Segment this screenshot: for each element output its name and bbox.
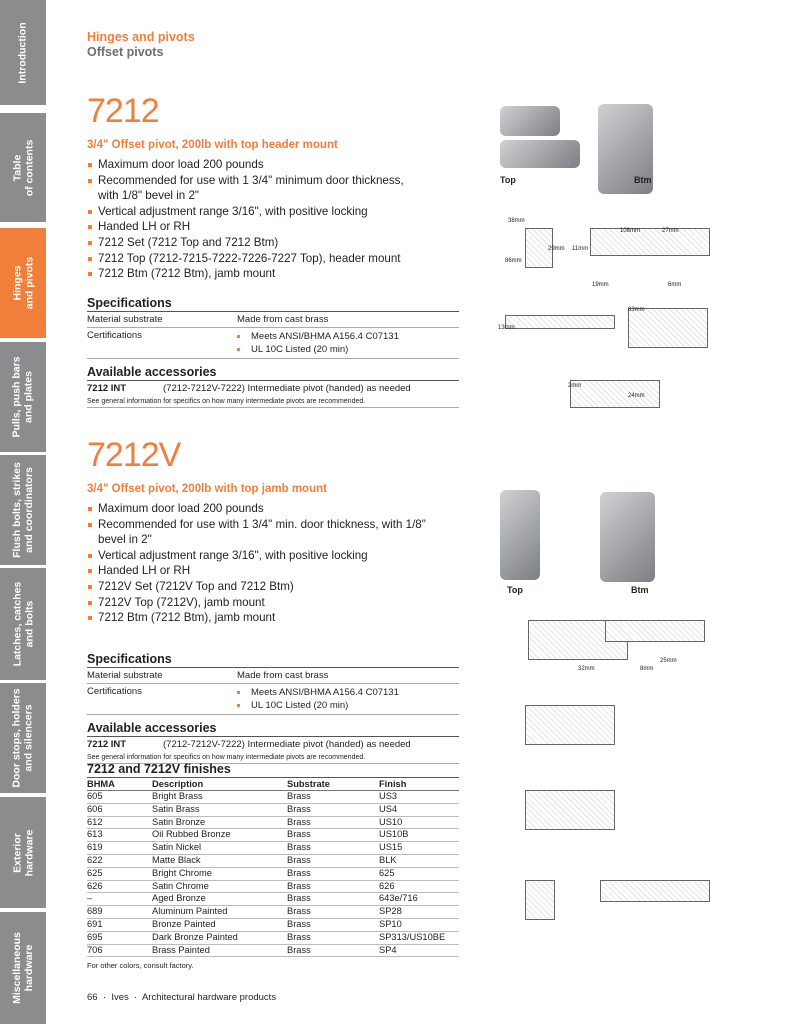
dimension-label: 8mm bbox=[640, 666, 654, 672]
feature-item: 7212 Btm (7212 Btm), jamb mount bbox=[87, 610, 427, 626]
spec-label: Certifications bbox=[87, 685, 142, 697]
spec-label: Material substrate bbox=[87, 669, 163, 681]
table-cell: 625 bbox=[87, 867, 152, 880]
feature-item: Vertical adjustment range 3/16", with positive locking bbox=[87, 548, 427, 564]
table-cell: Matte Black bbox=[152, 854, 287, 867]
feature-item: Handed LH or RH bbox=[87, 563, 427, 579]
sidebar-tab[interactable] bbox=[0, 683, 46, 793]
accessory-desc: (7212-7212V-7222) Intermediate pivot (handed) as needed bbox=[163, 382, 411, 394]
specs-title: Specifications bbox=[87, 296, 459, 312]
spec-row bbox=[87, 668, 459, 684]
table-cell: Satin Bronze bbox=[152, 816, 287, 829]
table-cell: 691 bbox=[87, 918, 152, 931]
diagram bbox=[525, 880, 555, 920]
footer: 66 · Ives · Architectural hardware products bbox=[87, 992, 277, 1003]
table-row bbox=[87, 842, 459, 855]
accessories-title: Available accessories bbox=[87, 365, 459, 381]
dimension-label: 11mm bbox=[572, 246, 589, 252]
table-cell: Satin Chrome bbox=[152, 880, 287, 893]
cert-item: Meets ANSI/BHMA A156.4 C07131 bbox=[237, 330, 399, 343]
table-cell: Brass bbox=[287, 791, 379, 804]
diagram bbox=[505, 315, 615, 329]
accessories-title: Available accessories bbox=[87, 721, 459, 737]
table-cell: 613 bbox=[87, 829, 152, 842]
table-cell: Brass bbox=[287, 944, 379, 957]
product-7212 bbox=[87, 92, 459, 408]
table-row bbox=[87, 803, 459, 816]
sidebar-tab[interactable] bbox=[0, 912, 46, 1024]
table-cell: 606 bbox=[87, 803, 152, 816]
feature-list bbox=[87, 501, 427, 626]
column-header: Finish bbox=[379, 778, 459, 791]
dimension-label: 13mm bbox=[498, 325, 515, 331]
feature-item: Maximum door load 200 pounds bbox=[87, 157, 427, 173]
finishes-title: 7212 and 7212V finishes bbox=[87, 762, 459, 778]
table-cell: Brass bbox=[287, 829, 379, 842]
dimension-label: 6mm bbox=[668, 282, 682, 288]
product-7212v bbox=[87, 436, 459, 764]
sidebar-tab-label: Latches, catches and bolts bbox=[11, 581, 36, 667]
feature-item: Recommended for use with 1 3/4" min. door thickness, with 1/8" bevel in 2" bbox=[87, 517, 427, 548]
table-cell: Brass bbox=[287, 842, 379, 855]
table-row bbox=[87, 829, 459, 842]
table-cell: Brass bbox=[287, 816, 379, 829]
finishes-section bbox=[87, 762, 459, 970]
dimension-label: 2mm bbox=[568, 383, 582, 389]
table-row bbox=[87, 944, 459, 957]
feature-item: Recommended for use with 1 3/4" minimum door thickness, with 1/8" bevel in 2" bbox=[87, 173, 427, 204]
table-cell: US10B bbox=[379, 829, 459, 842]
pivot-top-image bbox=[500, 106, 560, 136]
table-cell: 605 bbox=[87, 791, 152, 804]
accessory-note: See general information for specifics on how many intermediate pivots are recommended. bbox=[87, 396, 459, 408]
dimension-label: 19mm bbox=[592, 282, 609, 288]
table-cell: Brass bbox=[287, 803, 379, 816]
column-header: Substrate bbox=[287, 778, 379, 791]
table-row bbox=[87, 880, 459, 893]
dimension-label: 38mm bbox=[508, 218, 525, 224]
cert-item: Meets ANSI/BHMA A156.4 C07131 bbox=[237, 686, 399, 699]
spec-row bbox=[87, 328, 459, 359]
table-row bbox=[87, 854, 459, 867]
table-cell: Dark Bronze Painted bbox=[152, 931, 287, 944]
dimension-label: 86mm bbox=[505, 258, 522, 264]
accessory-code: 7212 INT bbox=[87, 382, 127, 394]
table-cell: SP28 bbox=[379, 906, 459, 919]
table-cell: 689 bbox=[87, 906, 152, 919]
diagram bbox=[525, 705, 615, 745]
feature-item: 7212 Btm (7212 Btm), jamb mount bbox=[87, 266, 427, 282]
table-cell: SP10 bbox=[379, 918, 459, 931]
sidebar-tab[interactable] bbox=[0, 797, 46, 908]
feature-item: 7212V Set (7212V Top and 7212 Btm) bbox=[87, 579, 427, 595]
feature-item: Handed LH or RH bbox=[87, 219, 427, 235]
table-cell: Bright Chrome bbox=[152, 867, 287, 880]
table-row bbox=[87, 791, 459, 804]
table-row bbox=[87, 867, 459, 880]
feature-item: 7212 Top (7212-7215-7222-7226-7227 Top), header mount bbox=[87, 251, 427, 267]
diagram bbox=[600, 880, 710, 902]
spec-label: Material substrate bbox=[87, 313, 163, 325]
table-row bbox=[87, 918, 459, 931]
product-subtitle: 3/4" Offset pivot, 200lb with top header mount bbox=[87, 139, 338, 151]
image-caption-top: Top bbox=[500, 175, 516, 185]
pivot-btm-image bbox=[600, 492, 655, 582]
table-cell: BLK bbox=[379, 854, 459, 867]
footer-brand: Ives bbox=[111, 992, 129, 1003]
table-cell: – bbox=[87, 893, 152, 906]
image-caption-btm: Btm bbox=[631, 585, 649, 595]
sidebar-tab-label: Door stops, holders and silencers bbox=[11, 688, 35, 788]
table-cell: Brass bbox=[287, 893, 379, 906]
table-cell: Brass bbox=[287, 880, 379, 893]
table-cell: Brass bbox=[287, 931, 379, 944]
pivot-top-image bbox=[500, 490, 540, 580]
table-cell: 625 bbox=[379, 867, 459, 880]
footer-title: Architectural hardware products bbox=[141, 992, 277, 1003]
dimension-label: 27mm bbox=[662, 228, 679, 234]
diagram bbox=[605, 620, 705, 642]
specs-title: Specifications bbox=[87, 652, 459, 668]
feature-list bbox=[87, 157, 427, 282]
sidebar-tab-label: Introduction bbox=[17, 21, 29, 84]
sidebar-tab[interactable] bbox=[0, 0, 46, 105]
model-number: 7212 bbox=[87, 92, 159, 130]
dimension-label: 29mm bbox=[548, 246, 565, 252]
table-cell: Aged Bronze bbox=[152, 893, 287, 906]
accessory-note: See general information for specifics on how many intermediate pivots are recommended. bbox=[87, 752, 459, 764]
sidebar-tab[interactable] bbox=[0, 568, 46, 680]
sidebar-tab-label: Miscellaneous hardware bbox=[11, 932, 35, 1004]
diagram bbox=[570, 380, 660, 408]
table-cell: 612 bbox=[87, 816, 152, 829]
table-cell: 626 bbox=[87, 880, 152, 893]
table-cell: Brass bbox=[287, 918, 379, 931]
sidebar-tab-label: Table of contents bbox=[11, 139, 35, 196]
diagram bbox=[628, 308, 708, 348]
table-cell: 706 bbox=[87, 944, 152, 957]
table-cell: 626 bbox=[379, 880, 459, 893]
spec-label: Certifications bbox=[87, 329, 142, 341]
sidebar-tab[interactable] bbox=[0, 113, 46, 222]
pivot-top-image-2 bbox=[500, 140, 580, 168]
feature-item: 7212 Set (7212 Top and 7212 Btm) bbox=[87, 235, 427, 251]
feature-item: Maximum door load 200 pounds bbox=[87, 501, 427, 517]
feature-item: Vertical adjustment range 3/16", with positive locking bbox=[87, 204, 427, 220]
table-cell: US15 bbox=[379, 842, 459, 855]
dimension-label: 25mm bbox=[660, 658, 677, 664]
table-cell: Aluminum Painted bbox=[152, 906, 287, 919]
page-number: 66 bbox=[87, 992, 98, 1003]
table-cell: 695 bbox=[87, 931, 152, 944]
sidebar-tab-label: Exterior hardware bbox=[11, 829, 35, 876]
cert-list bbox=[237, 686, 399, 712]
table-cell: SP313/US10BE bbox=[379, 931, 459, 944]
table-cell: Brass Painted bbox=[152, 944, 287, 957]
image-caption-btm: Btm bbox=[634, 175, 652, 185]
table-cell: Oil Rubbed Bronze bbox=[152, 829, 287, 842]
table-row bbox=[87, 931, 459, 944]
spec-value: Made from cast brass bbox=[237, 669, 329, 681]
diagram bbox=[590, 228, 710, 256]
accessory-code: 7212 INT bbox=[87, 738, 127, 750]
table-cell: US3 bbox=[379, 791, 459, 804]
section-title: Hinges and pivots bbox=[87, 30, 195, 44]
cert-item: UL 10C Listed (20 min) bbox=[237, 343, 399, 356]
dimension-label: 24mm bbox=[628, 393, 645, 399]
sidebar-tab[interactable] bbox=[0, 228, 46, 338]
table-row bbox=[87, 893, 459, 906]
feature-item: 7212V Top (7212V), jamb mount bbox=[87, 595, 427, 611]
diagram bbox=[525, 790, 615, 830]
table-cell: Bronze Painted bbox=[152, 918, 287, 931]
sidebar-tab-label: Hinges and pivots bbox=[11, 256, 36, 310]
table-cell: Brass bbox=[287, 854, 379, 867]
cert-list bbox=[237, 330, 399, 356]
model-number: 7212V bbox=[87, 436, 181, 474]
table-cell: US4 bbox=[379, 803, 459, 816]
table-cell: Satin Brass bbox=[152, 803, 287, 816]
table-cell: 643e/716 bbox=[379, 893, 459, 906]
table-cell: 622 bbox=[87, 854, 152, 867]
column-header: Description bbox=[152, 778, 287, 791]
cert-item: UL 10C Listed (20 min) bbox=[237, 699, 399, 712]
column-header: BHMA bbox=[87, 778, 152, 791]
product-subtitle: 3/4" Offset pivot, 200lb with top jamb mount bbox=[87, 483, 327, 495]
table-cell: Brass bbox=[287, 906, 379, 919]
table-cell: Bright Brass bbox=[152, 791, 287, 804]
table-row bbox=[87, 816, 459, 829]
table-row bbox=[87, 906, 459, 919]
sidebar-tab[interactable] bbox=[0, 342, 46, 452]
sidebar-tab-label: Flush bolts, strikes and coordinators bbox=[11, 462, 36, 558]
subsection-title: Offset pivots bbox=[87, 45, 164, 59]
dimension-label: 108mm bbox=[620, 228, 641, 234]
table-cell: Satin Nickel bbox=[152, 842, 287, 855]
image-caption-top: Top bbox=[507, 585, 523, 595]
spec-row bbox=[87, 312, 459, 328]
table-cell: SP4 bbox=[379, 944, 459, 957]
table-cell: US10 bbox=[379, 816, 459, 829]
spec-row bbox=[87, 684, 459, 715]
table-cell: 619 bbox=[87, 842, 152, 855]
accessory-desc: (7212-7212V-7222) Intermediate pivot (handed) as needed bbox=[163, 738, 411, 750]
sidebar-tab[interactable] bbox=[0, 455, 46, 565]
dimension-label: 83mm bbox=[628, 307, 645, 313]
spec-value: Made from cast brass bbox=[237, 313, 329, 325]
sidebar-tab-label: Pulls, push bars and plates bbox=[11, 356, 36, 438]
finishes-table bbox=[87, 778, 459, 957]
dimension-label: 32mm bbox=[578, 666, 595, 672]
table-cell: Brass bbox=[287, 867, 379, 880]
finishes-note: For other colors, consult factory. bbox=[87, 961, 194, 971]
